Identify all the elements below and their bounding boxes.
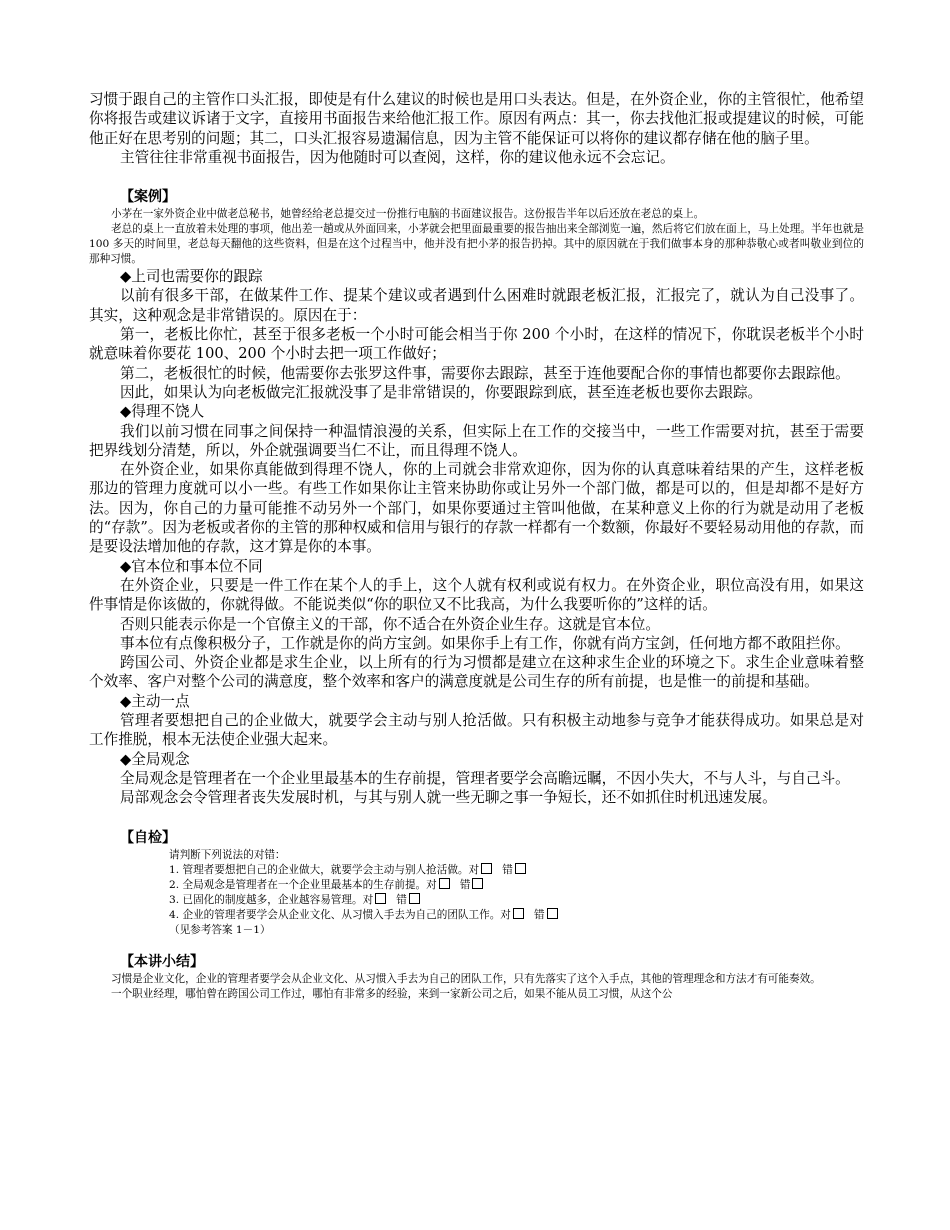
body-paragraph: 在外资企业，只要是一件工作在某个人的手上，这个人就有权利或说有权力。在外资企业，职位高没有用，如果这件事情是你该做的，你就得做。不能说类似“你的职位又不比我高，为什么我要听你的”这样的话。 (89, 576, 864, 614)
wrong-checkbox[interactable] (547, 908, 558, 919)
quiz-item-text: 2. 全局观念是管理者在一个企业里最基本的生存前提。对 (169, 878, 437, 891)
body-paragraph: 事本位有点像积极分子，工作就是你的尚方宝剑。如果你手上有工作，你就有尚方宝剑，任何地方都不敢阻拦你。 (120, 634, 850, 652)
right-checkbox[interactable] (513, 908, 524, 919)
right-checkbox[interactable] (439, 878, 450, 889)
intro-paragraph: 主管往往非常重视书面报告，因为他随时可以查阅，这样，你的建议他永远不会忘记。 (120, 148, 675, 166)
section-title: ◆官本位和事本位不同 (120, 557, 263, 575)
body-paragraph: 因此，如果认为向老板做完汇报就没事了是非常错误的，你要跟踪到底，甚至连老板也要你去跟踪。 (120, 383, 763, 401)
right-checkbox[interactable] (375, 893, 386, 904)
section-title: ◆全局观念 (120, 750, 190, 768)
quiz-prompt: 请判断下列说法的对错： (169, 848, 286, 861)
quiz-item-text: 3. 已固化的制度越多，企业越容易管理。对 (169, 893, 374, 906)
quiz-item (169, 863, 864, 878)
body-paragraph: 以前有很多干部，在做某件工作、提某个建议或者遇到什么困难时就跟老板汇报，汇报完了，就认为自己没事了。其实，这种观念是非常错误的。原因在于： (89, 287, 864, 324)
wrong-label: 错 (459, 878, 471, 891)
intro-paragraph: 习惯于跟自己的主管作口头汇报，即使是有什么建议的时候也是用口头表达。但是，在外资企业，你的主管很忙，他希望你将报告或建议诉诸于文字，直接用书面报告来给他汇报工作。原因有两点：其一，你去找他汇报或提建议的时候，可能他正好在思考别的问题；其二，口头汇报容易遗漏信息，因为主管不能保证可以将你的建议都存储在他的脑子里。 (89, 91, 864, 147)
summary-paragraph: 一个职业经理，哪怕曾在跨国公司工作过，哪怕有非常多的经验，来到一家新公司之后，如果不能从员工习惯，从这个公 (111, 987, 673, 1000)
body-paragraph: 第二，老板很忙的时候，他需要你去张罗这件事，需要你去跟踪，甚至于连他要配合你的事情也都要你去跟踪他。 (120, 364, 850, 382)
case-heading: 【案例】 (120, 189, 176, 206)
quiz-item (169, 878, 864, 893)
summary-paragraph: 习惯是企业文化，企业的管理者要学会从企业文化、从习惯入手去为自己的团队工作，只有先落实了这个入手点，其他的管理理念和方法才有可能奏效。 (111, 972, 821, 985)
right-checkbox[interactable] (481, 863, 492, 874)
body-paragraph: 跨国公司、外资企业都是求生企业，以上所有的行为习惯都是建立在这种求生企业的环境之下。求生企业意味着整个效率、客户对整个公司的满意度，整个效率和客户的满意度就是公司生存的所有前提，也是惟一的前提和基础。 (89, 654, 864, 691)
wrong-checkbox[interactable] (472, 878, 483, 889)
quiz-note: （见参考答案 1－1） (169, 923, 271, 936)
section-title: ◆主动一点 (120, 692, 190, 710)
case-paragraph: 老总的桌上一直放着未处理的事项，他出差一趟或从外面回来，小茅就会把里面最重要的报告抽出来全部浏览一遍，然后将它们放在面上，马上处理。半年也就是 100 多天的时间里，老总每天翻他的这些资料，但是在这个过程当中，他并没有把小茅的报告扔掉。其中的原因就在于我们做事本身的那种恭敬心或者叫敬业到位的那种习惯。 (89, 223, 864, 266)
case-paragraph: 小茅在一家外资企业中做老总秘书，她曾经给老总提交过一份推行电脑的书面建议报告。这份报告半年以后还放在老总的桌上。 (111, 208, 705, 221)
self-check-quiz (89, 848, 864, 938)
body-paragraph: 第一，老板比你忙，甚至于很多老板一个小时可能会相当于你 200 个小时，在这样的情况下，你耽误老板半个小时就意味着你要花 100、200 个小时去把一项工作做好； (89, 326, 864, 363)
quiz-item (169, 893, 864, 908)
wrong-checkbox[interactable] (515, 863, 526, 874)
body-paragraph: 在外资企业，如果你真能做到得理不饶人，你的上司就会非常欢迎你，因为你的认真意味着结果的产生，这样老板那边的管理力度就可以小一些。有些工作如果你让主管来协助你或让另外一个部门做，都是可以的，但是却都不是好方法。因为，你自己的力量可能推不动另外一个部门，如果你要通过主管叫他做，在某种意义上你的行为就是动用了老板的“存款”。因为老板或者你的主管的那种权威和信用与银行的存款一样都有一个数额，你最好不要轻易动用他的存款，而是要设法增加他的存款，这才算是你的本事。 (89, 461, 864, 556)
body-paragraph: 否则只能表示你是一个官僚主义的干部，你不适合在外资企业生存。这就是官本位。 (120, 615, 660, 633)
section-title: ◆上司也需要你的跟踪 (120, 268, 263, 286)
document-page (89, 90, 864, 1002)
self-check-heading: 【自检】 (120, 829, 176, 846)
body-paragraph: 管理者要想把自己的企业做大，就要学会主动与别人抢活做。只有积极主动地参与竞争才能获得成功。如果总是对工作推脱，根本无法使企业强大起来。 (89, 712, 864, 749)
summary-heading: 【本讲小结】 (120, 953, 204, 970)
wrong-label: 错 (534, 908, 545, 921)
body-paragraph: 我们以前习惯在同事之间保持一种温情浪漫的关系，但实际上在工作的交接当中，一些工作需要对抗，甚至于需要把界线划分清楚，所以，外企就强调要当仁不让，而且得理不饶人。 (89, 422, 864, 459)
section-title: ◆得理不饶人 (120, 403, 205, 421)
wrong-label: 错 (396, 893, 407, 906)
wrong-checkbox[interactable] (409, 893, 420, 904)
quiz-item-text: 4. 企业的管理者要学会从企业文化、从习惯入手去为自己的团队工作。对 (169, 908, 511, 921)
wrong-label: 错 (502, 863, 513, 876)
body-paragraph: 全局观念是管理者在一个企业里最基本的生存前提，管理者要学会高瞻远瞩，不因小失大，不与人斗，与自己斗。 (120, 769, 850, 787)
quiz-item-text: 1. 管理者要想把自己的企业做大，就要学会主动与别人抢活做。对 (169, 863, 480, 876)
body-paragraph: 局部观念会令管理者丧失发展时机，与其与别人就一些无聊之事一争短长，还不如抓住时机迅速发展。 (120, 789, 777, 807)
quiz-item (169, 908, 864, 923)
